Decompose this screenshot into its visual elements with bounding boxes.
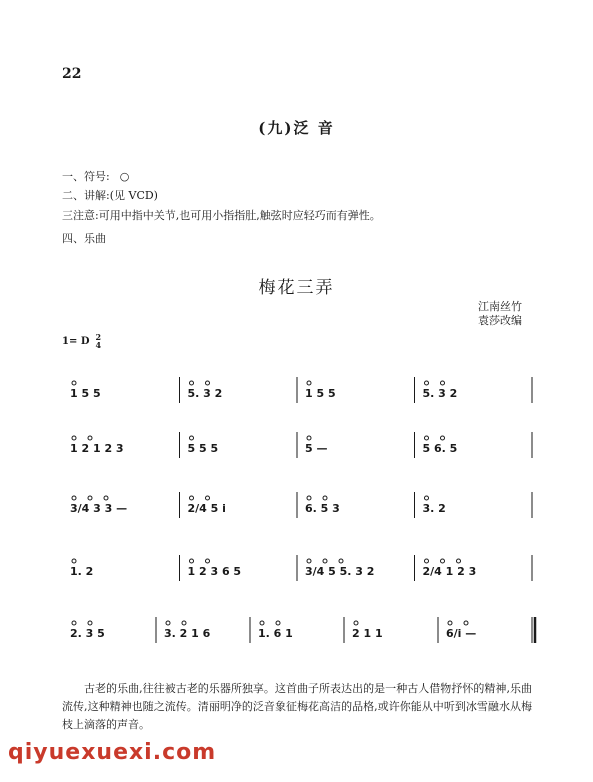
site-watermark: qiyuexuexi.com xyxy=(8,740,217,765)
harmonic-circle-icon xyxy=(307,496,311,500)
measure-notes: 3/4 5 5. 3 2 xyxy=(305,565,375,578)
harmonic-circle-icon xyxy=(323,496,327,500)
measure-notes: 1. 2 xyxy=(70,565,94,578)
harmonic-circle-icon xyxy=(441,436,445,440)
credit-arranger: 袁莎改编 xyxy=(478,314,522,327)
measure-notes: 1 5 5 xyxy=(305,387,336,400)
measure-notes: 3. 2 1 6 xyxy=(164,627,211,640)
measure-notes: 3. 2 xyxy=(422,502,446,515)
harmonic-circle-icon xyxy=(72,621,76,625)
harmonic-circle-icon xyxy=(72,559,76,563)
explain-line: 二、讲解:(见 VCD) xyxy=(62,189,158,202)
harmonic-circle-icon xyxy=(339,559,343,563)
harmonic-circle-icon xyxy=(88,621,92,625)
harmonic-circle-icon xyxy=(88,436,92,440)
measure-notes: 5. 3 2 xyxy=(422,387,458,400)
harmonic-circle-icon xyxy=(104,496,108,500)
measure-notes: 6/i — xyxy=(446,627,477,640)
harmonic-circle-icon xyxy=(425,496,429,500)
harmonic-circle-icon xyxy=(206,381,210,385)
harmonic-circle-icon xyxy=(457,559,461,563)
measure-notes: 2/4 5 i xyxy=(187,502,226,515)
harmonic-circle-icon xyxy=(307,559,311,563)
harmonic-circle-icon xyxy=(425,436,429,440)
harmonic-circle-icon xyxy=(190,436,194,440)
measure-notes: 1 2 1 2 3 xyxy=(70,442,124,455)
key-label: 1= D xyxy=(62,335,90,347)
measure-notes: 6. 5 3 xyxy=(305,502,340,515)
harmonic-circle-icon xyxy=(88,496,92,500)
harmonic-circle-icon xyxy=(72,436,76,440)
song-title: 梅花三弄 xyxy=(258,278,335,298)
harmonic-circle-icon xyxy=(206,496,210,500)
harmonic-circle-icon xyxy=(307,381,311,385)
attention-line: 三注意:可用中指中关节,也可用小指指肚,触弦时应轻巧而有弹性。 xyxy=(62,209,381,222)
harmonic-circle-icon xyxy=(276,621,280,625)
measure-notes: 2/4 1 2 3 xyxy=(422,565,477,578)
measure-notes: 5 6. 5 xyxy=(422,442,458,455)
harmonic-circle-icon xyxy=(190,496,194,500)
piece-line: 四、乐曲 xyxy=(62,232,106,245)
harmonic-symbol: ○ xyxy=(119,170,130,183)
harmonic-circle-icon xyxy=(166,621,170,625)
measure-notes: 5 — xyxy=(305,442,328,455)
measure-notes: 5 5 5 xyxy=(187,442,219,455)
time-top: 2 xyxy=(95,332,102,342)
symbol-label: 一、符号: xyxy=(62,170,110,183)
harmonic-circle-icon xyxy=(190,381,194,385)
time-bottom: 4 xyxy=(95,340,102,350)
harmonic-circle-icon xyxy=(307,436,311,440)
measure-notes: 3/4 3 3 — xyxy=(70,502,128,515)
harmonic-circle-icon xyxy=(441,381,445,385)
harmonic-circle-icon xyxy=(441,559,445,563)
harmonic-circle-icon xyxy=(190,559,194,563)
harmonic-circle-icon xyxy=(464,621,468,625)
harmonic-circle-icon xyxy=(425,381,429,385)
harmonic-circle-icon xyxy=(425,559,429,563)
harmonic-circle-icon xyxy=(72,381,76,385)
credit-origin: 江南丝竹 xyxy=(478,300,522,313)
harmonic-circle-icon xyxy=(354,621,358,625)
commentary-paragraph: 古老的乐曲,往往被古老的乐器所独享。这首曲子所表达出的是一种古人借物抒怀的精神,乐曲流传,这种精神也随之流传。清丽明净的泛音象征梅花高洁的品格,或许你能从中听到冰雪融水从梅枝上滴落的声音。 xyxy=(62,682,532,731)
harmonic-circle-icon xyxy=(448,621,452,625)
harmonic-circle-icon xyxy=(323,559,327,563)
measure-notes: 2 1 1 xyxy=(352,627,383,640)
harmonic-circle-icon xyxy=(72,496,76,500)
measure-notes: 1. 6 1 xyxy=(258,627,293,640)
measure-notes: 2. 3 5 xyxy=(70,627,105,640)
measure-notes: 1 5 5 xyxy=(70,387,101,400)
harmonic-circle-icon xyxy=(260,621,264,625)
measure-notes: 1 2 3 6 5 xyxy=(187,565,242,578)
harmonic-circle-icon xyxy=(182,621,186,625)
measure-notes: 5. 3 2 xyxy=(187,387,223,400)
page-number: 22 xyxy=(62,66,82,82)
section-title: (九)泛 音 xyxy=(258,119,335,137)
harmonic-circle-icon xyxy=(206,559,210,563)
